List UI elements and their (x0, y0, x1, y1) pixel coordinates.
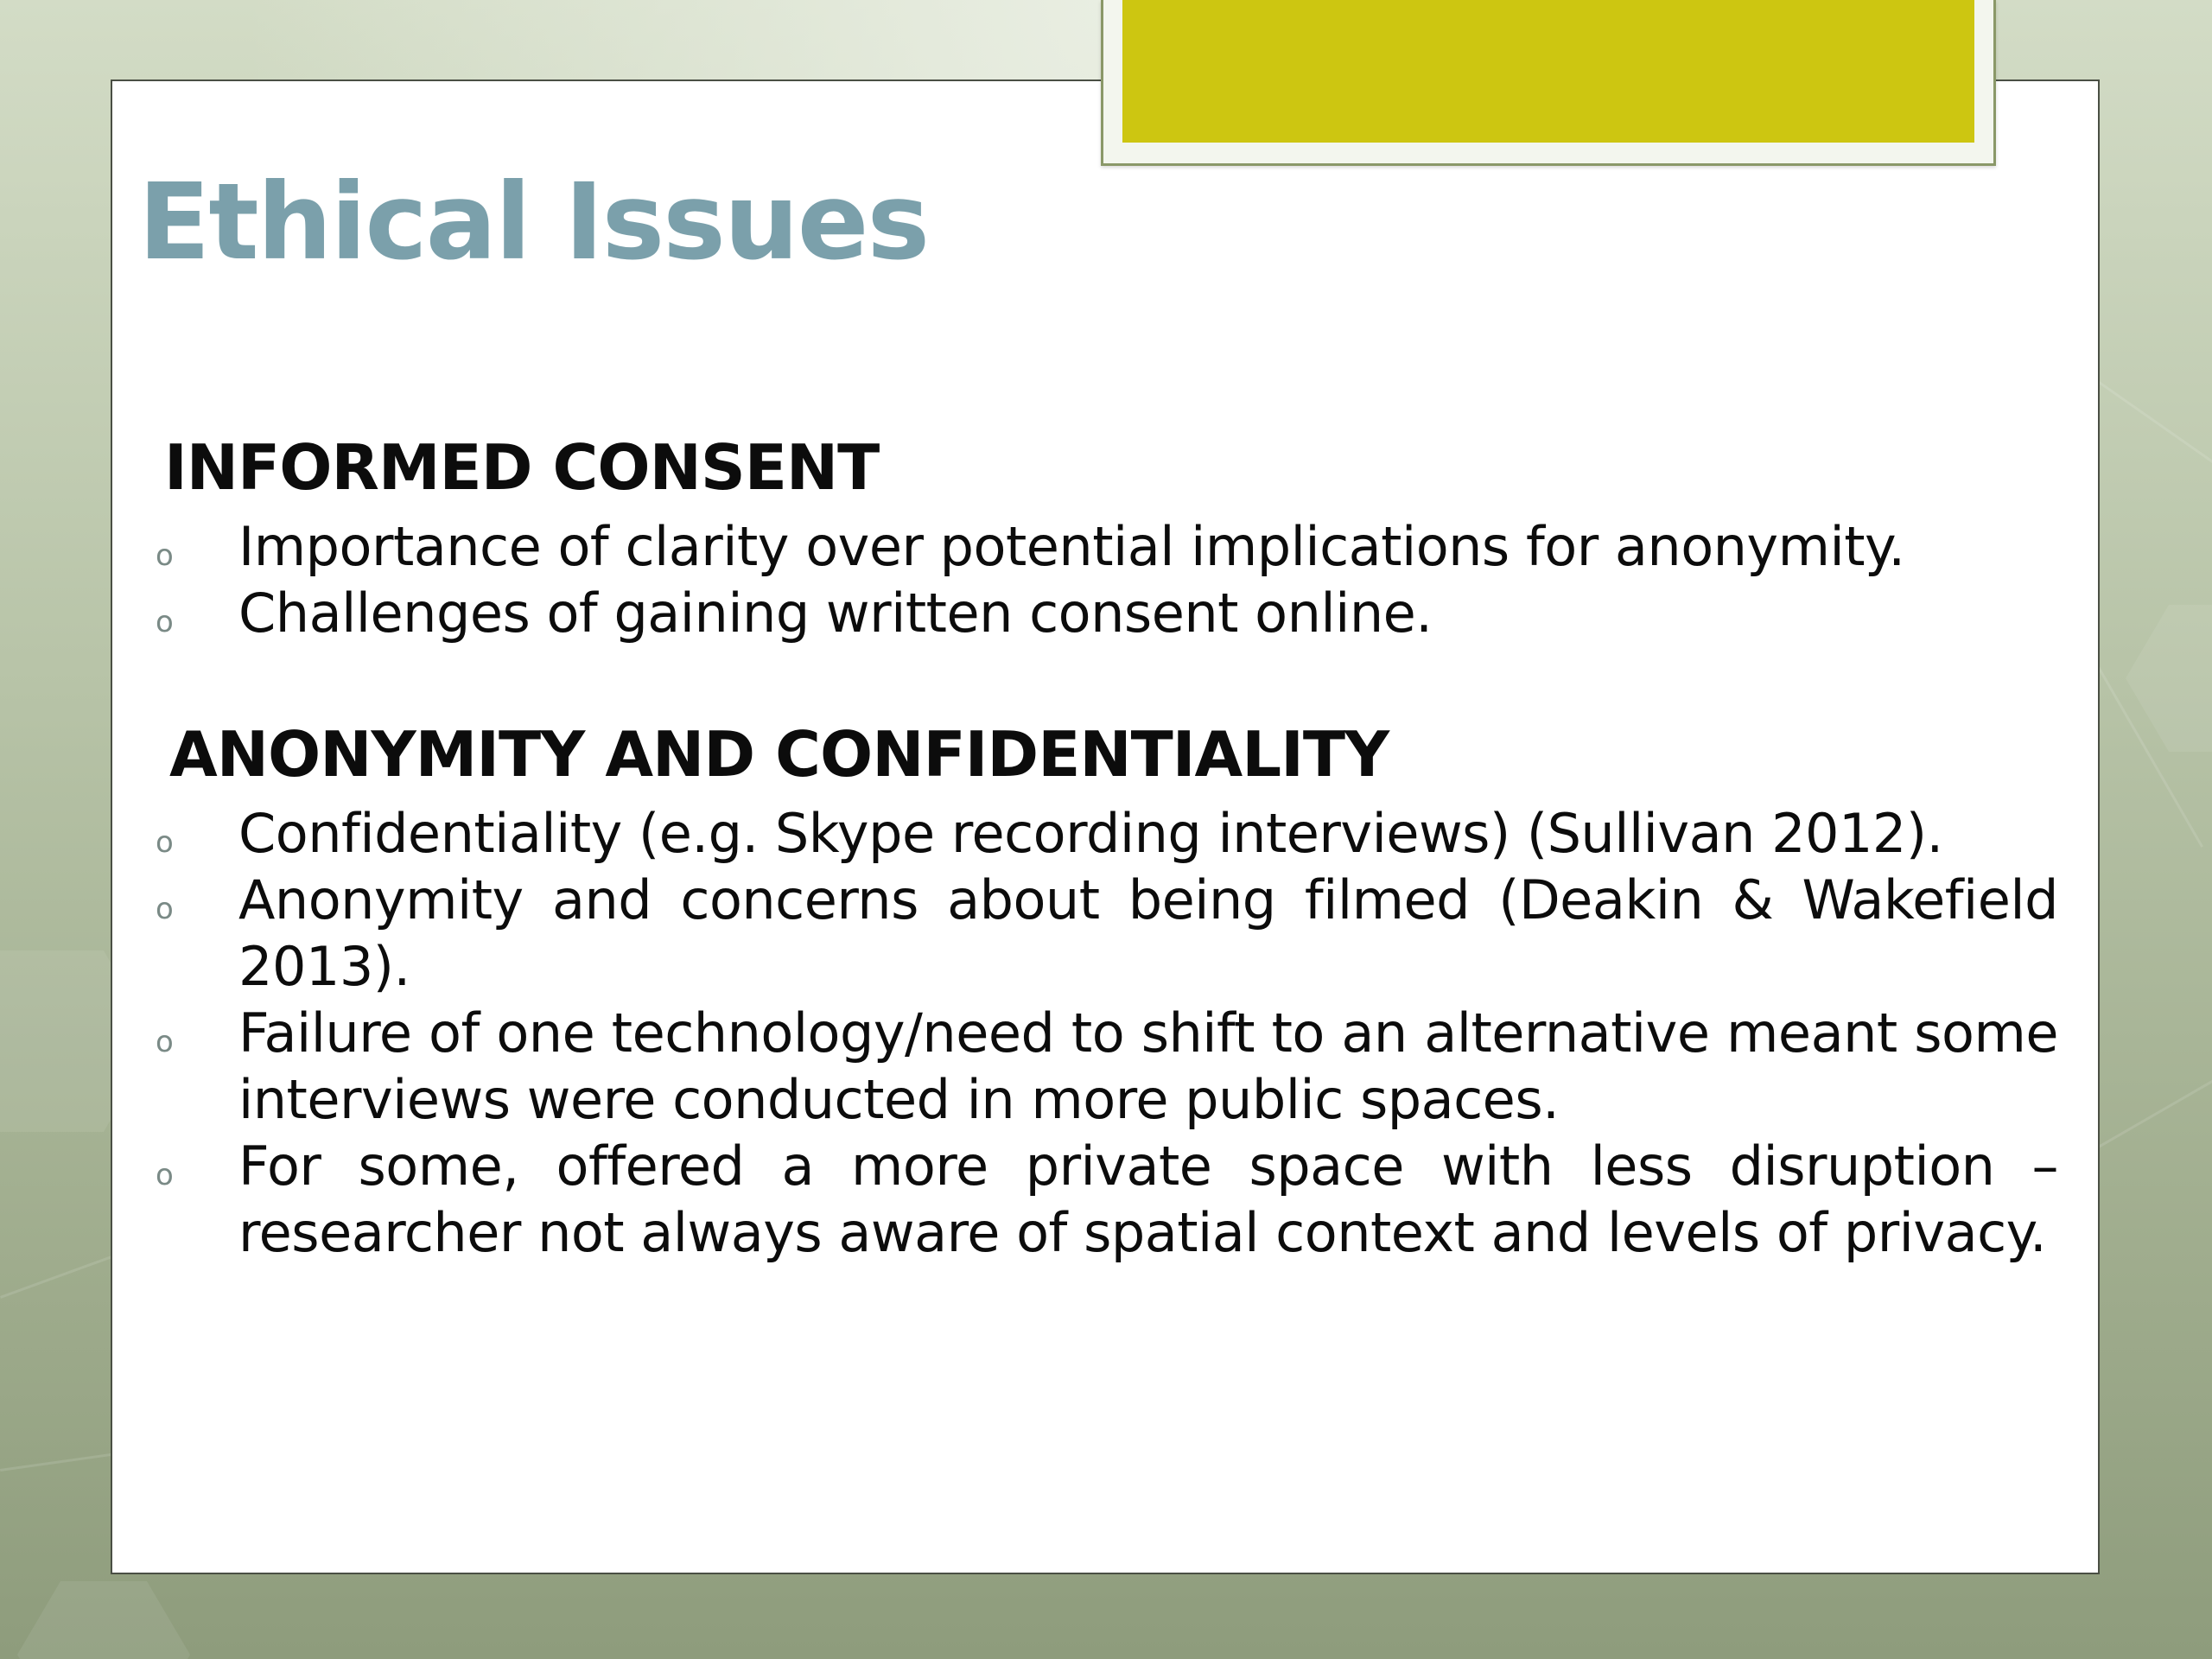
bullet-circle-icon: o (156, 538, 174, 573)
slide-title: Ethical Issues (138, 161, 929, 283)
bullet-circle-icon: o (156, 605, 174, 639)
bullet-circle-icon: o (156, 1025, 174, 1059)
bullet-text: Importance of clarity over potential implications for anonymity. (238, 515, 1905, 578)
bullet-text: Challenges of gaining written consent online. (238, 582, 1433, 645)
bullet-circle-icon: o (156, 1158, 174, 1192)
section-heading-informed-consent: INFORMED CONSENT (164, 431, 880, 504)
bullet-text: Confidentiality (e.g. Skype recording interviews) (Sullivan 2012). (238, 802, 1943, 865)
bullet-text: For some, offered a more private space with less disruption – researcher not always aware of spatial context and levels of privacy. (238, 1135, 2058, 1264)
bullet-circle-icon: o (156, 892, 174, 926)
bullet-text: Failure of one technology/need to shift to an alternative meant some interviews were conducted in more public spaces. (238, 1001, 2058, 1131)
section-heading-anonymity-confidentiality: ANONYMITY AND CONFIDENTIALITY (169, 718, 1389, 791)
bullet-circle-icon: o (156, 825, 174, 860)
bullet-text: Anonymity and concerns about being filmed (Deakin & Wakefield 2013). (238, 868, 2058, 998)
